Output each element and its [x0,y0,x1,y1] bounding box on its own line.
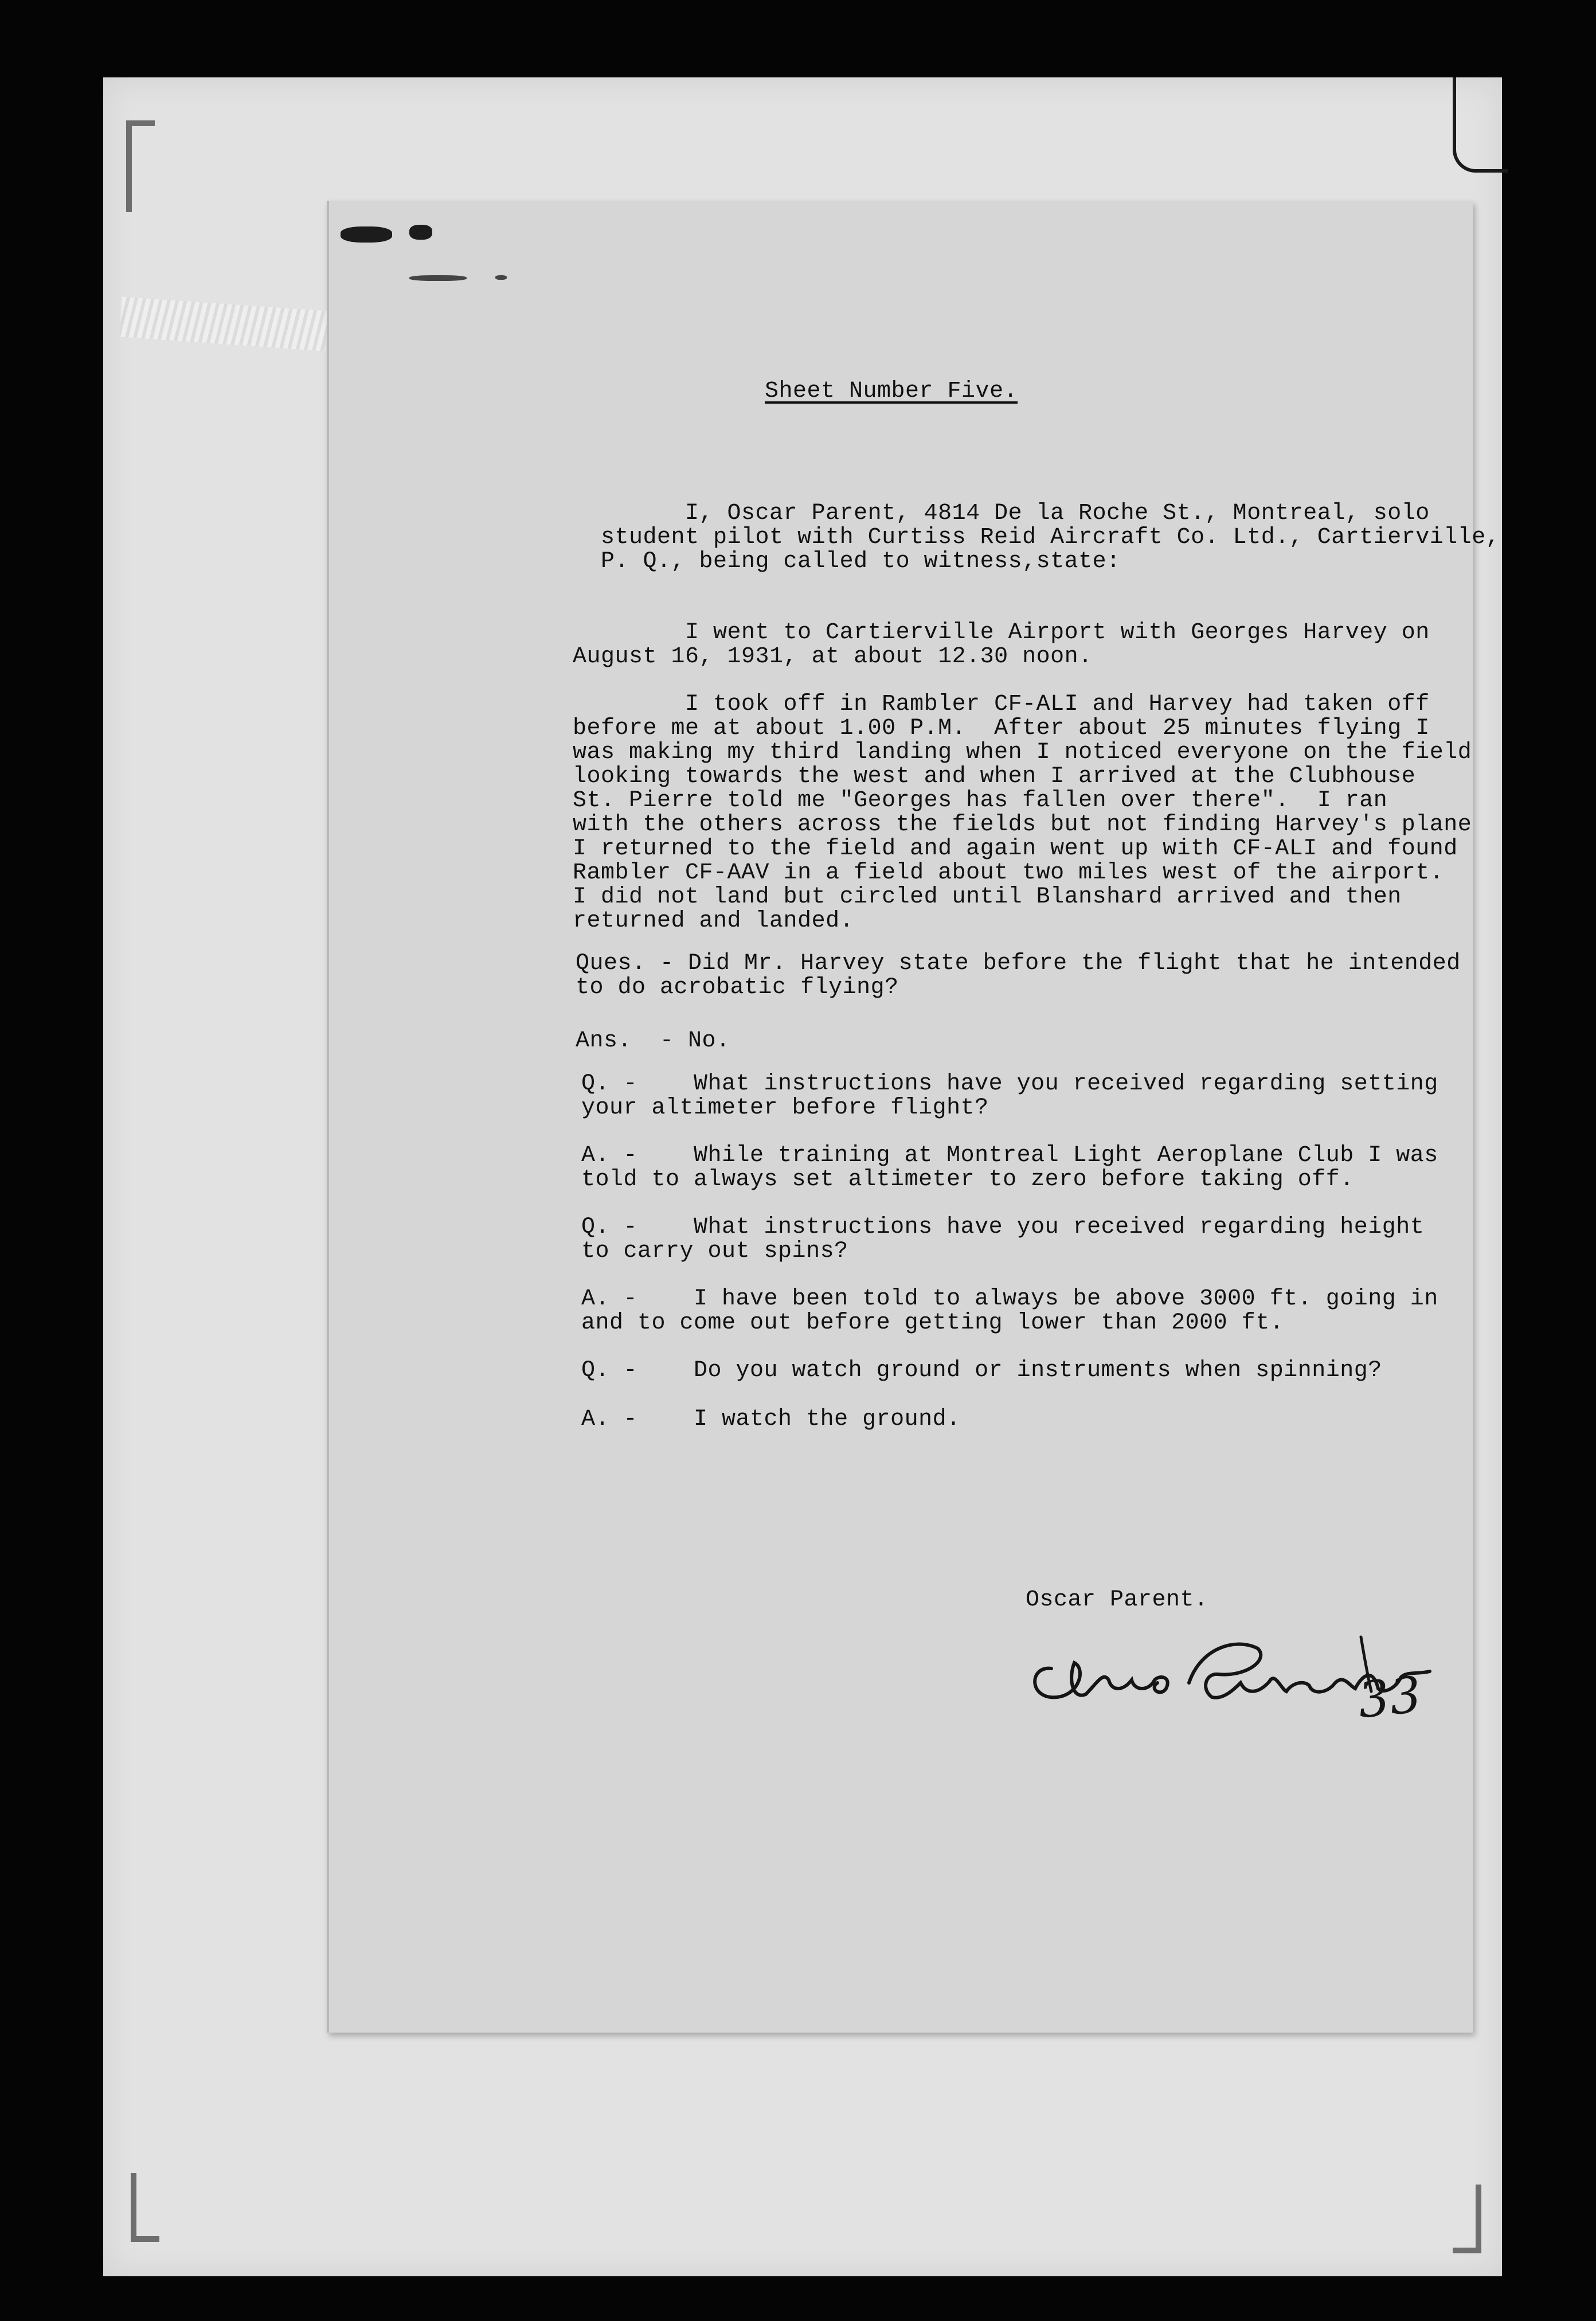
document-sheet [327,201,1500,2033]
page-number: 33 [1355,1666,1425,1730]
question-3: Q. - What instructions have you received regarding height to carry out spins? [581,1214,1425,1264]
crop-mark-bottom-left [131,2173,159,2242]
answer-2: A. - While training at Montreal Light Aeroplane Club I was told to always set altimeter to zero before taking off. [581,1143,1438,1193]
statement-paragraph-2: I took off in Rambler CF-ALI and Harvey had taken off before me at about 1.00 P.M. After about 25 minutes flying I was making my third landing when I noticed everyone on the field looking towards the west and when I arrived at the Clubhouse St. Pierre told me "Georges has fallen over there". I ran with the others across the fields but not finding Harvey's plane I returned to the field and again went up with CF-ALI and found Rambler CF-AAV in a field about two miles west of the airport. I did not land but circled until Blanshard arrived and then returned and landed. [573,691,1472,934]
crop-mark-top-left [126,120,155,212]
answer-4: A. - I watch the ground. [581,1406,961,1432]
statement-paragraph-1: I went to Cartierville Airport with Georges Harvey on August 16, 1931, at about 12.30 noon. [573,620,1430,670]
question-1: Ques. - Did Mr. Harvey state before the flight that he intended to do acrobatic flying? [576,951,1461,1001]
scan-frame [103,77,1502,2276]
typed-document [329,201,1500,2033]
page-title: Sheet Number Five. [765,378,1018,404]
answer-3: A. - I have been told to always be above 3000 ft. going in and to come out before getting lower than 2000 ft. [581,1286,1438,1336]
answer-1: Ans. - No. [576,1028,730,1054]
crop-mark-bottom-right [1453,2185,1481,2253]
paper-clip [1453,77,1508,173]
witness-intro: I, Oscar Parent, 4814 De la Roche St., Montreal, solo student pilot with Curtiss Reid Aircraft Co. Ltd., Cartierville, P. Q., being called to witness,state: [601,501,1500,575]
question-4: Q. - Do you watch ground or instruments when spinning? [581,1358,1382,1384]
signatory-name: Oscar Parent. [1026,1587,1208,1613]
tape-strip [119,297,328,351]
question-2: Q. - What instructions have you received regarding setting your altimeter before flight? [581,1071,1438,1121]
